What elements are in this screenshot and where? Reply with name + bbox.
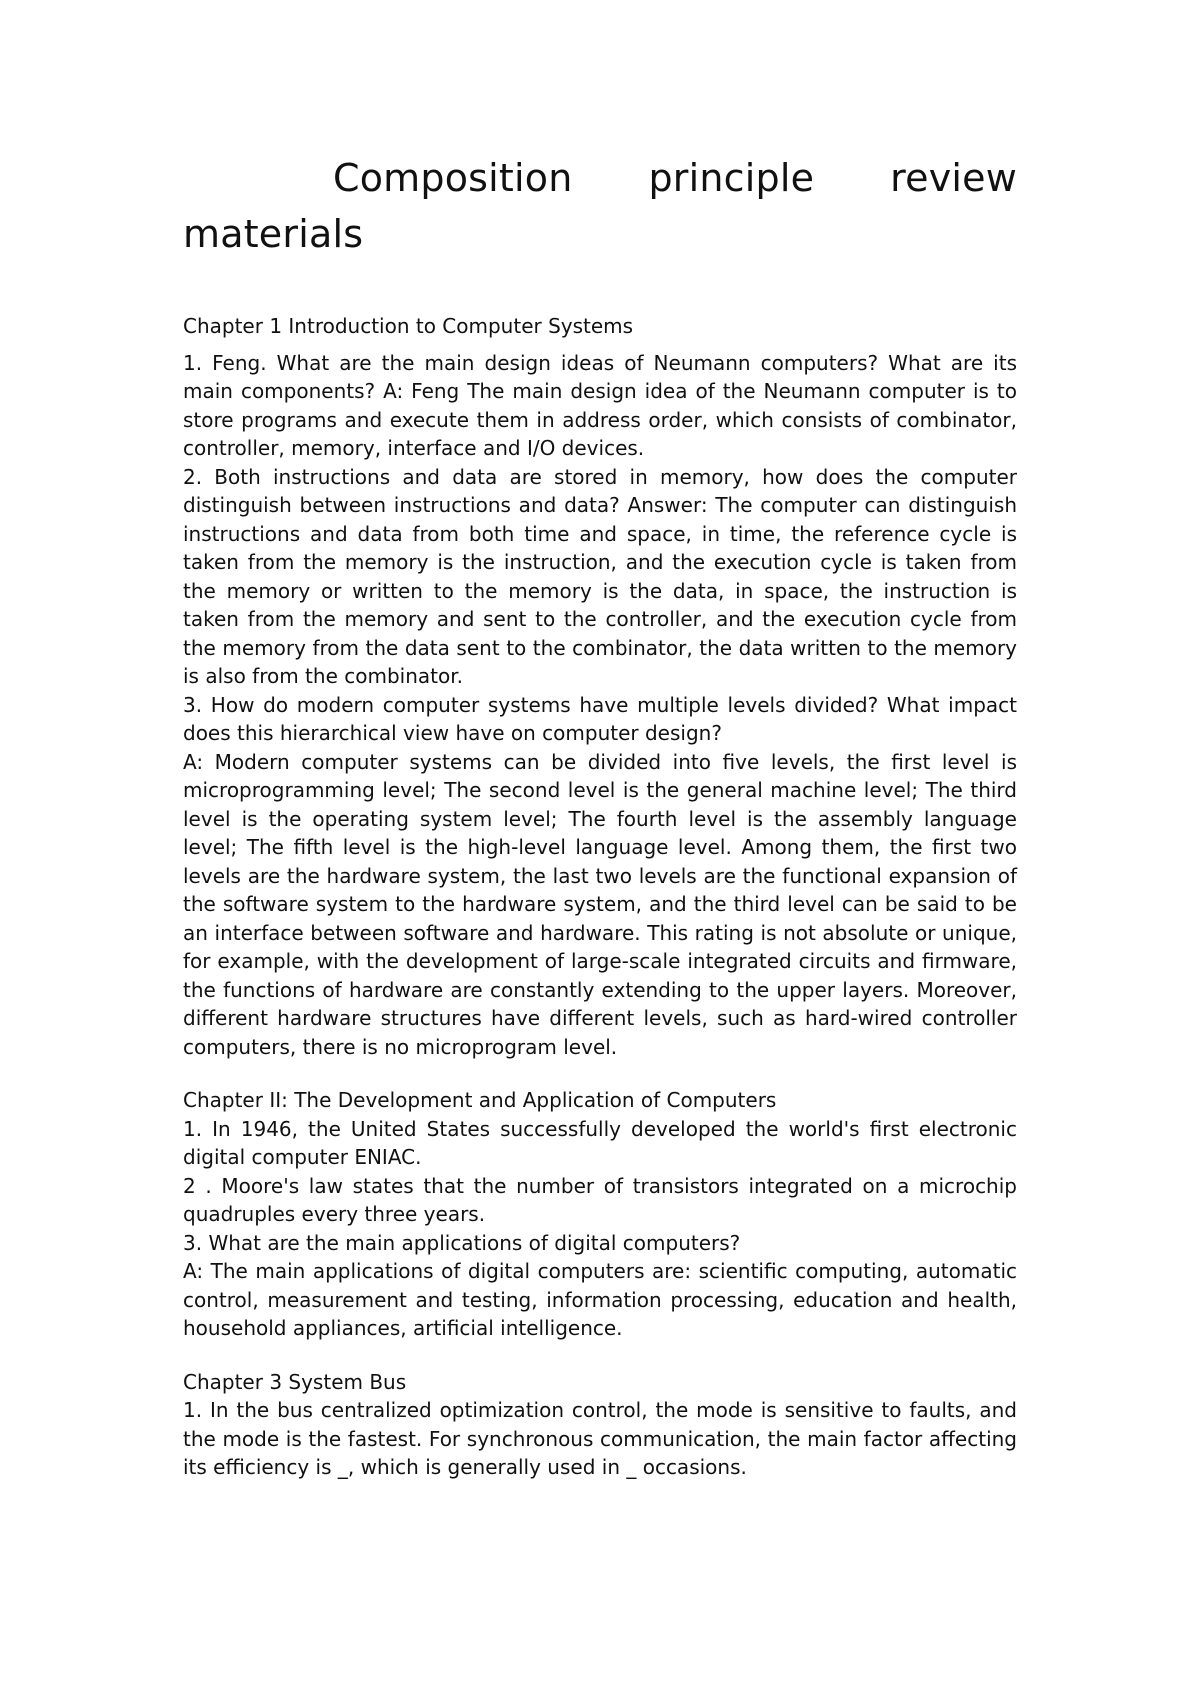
paragraph: A: Modern computer systems can be divided into five levels, the first level is microprogramming level; The second level is the general machine level; The third level is the operating system level; The fourth level is the assembly language level; The fifth level is the high-level language level. Among them, the first two levels are the hardware system, the last two levels are the functional expansion of the software system to the hardware system, and the third level can be said to be an interface between software and hardware. This rating is not absolute or unique, for example, with the development of large-scale integrated circuits and firmware, the functions of hardware are constantly extending to the upper layers. Moreover, different hardware structures have different levels, such as hard-wired controller computers, there is no microprogram level. <box>183 749 1017 1059</box>
paragraph: 1. In 1946, the United States successfully developed the world's first electronic digital computer ENIAC. <box>183 1116 1017 1169</box>
paragraph: A: The main applications of digital computers are: scientific computing, automatic control, measurement and testing, information processing, education and health, household appliances, artificial intelligence. <box>183 1259 1017 1340</box>
section-spacer <box>183 1061 1017 1086</box>
chapter-heading: Chapter 3 System Bus <box>183 1369 407 1394</box>
paragraph: 1. In the bus centralized optimization control, the mode is sensitive to faults, and the mode is the fastest. For synchronous communication, the main factor affecting its efficiency is _, which is generally used in _ occasions. <box>183 1398 1017 1479</box>
chapter-3 <box>183 1368 1017 1482</box>
chapter-1 <box>183 312 1017 1061</box>
paragraph: 2 . Moore's law states that the number of transistors integrated on a microchip quadruples every three years. <box>183 1173 1017 1226</box>
paragraph: 3. What are the main applications of digital computers? <box>183 1230 741 1255</box>
paragraph: 1. Feng. What are the main design ideas of Neumann computers? What are its main components? A: Feng The main design idea of the Neumann computer is to store programs and execute them in address order, which consists of combinator, controller, memory, interface and I/O devices. <box>183 350 1017 460</box>
chapter-heading: Chapter 1 Introduction to Computer Systems <box>183 314 634 338</box>
chapter-heading: Chapter II: The Development and Application of Computers <box>183 1088 777 1112</box>
section-spacer <box>183 1343 1017 1368</box>
chapter-2 <box>183 1086 1017 1343</box>
paragraph: 2. Both instructions and data are stored in memory, how does the computer distinguish between instructions and data? Answer: The computer can distinguish instructions and data from both time and space, in time, the reference cycle is taken from the memory is the instruction, and the execution cycle is taken from the memory or written to the memory is the data, in space, the instruction is taken from the memory and sent to the controller, and the execution cycle from the memory from the data sent to the combinator, the data written to the memory is also from the combinator. <box>183 464 1017 688</box>
paragraph: 3. How do modern computer systems have multiple levels divided? What impact does this hierarchical view have on computer design? <box>183 692 1017 745</box>
document-page <box>183 150 1017 1482</box>
page-title: Composition principle review materials <box>183 156 1017 256</box>
